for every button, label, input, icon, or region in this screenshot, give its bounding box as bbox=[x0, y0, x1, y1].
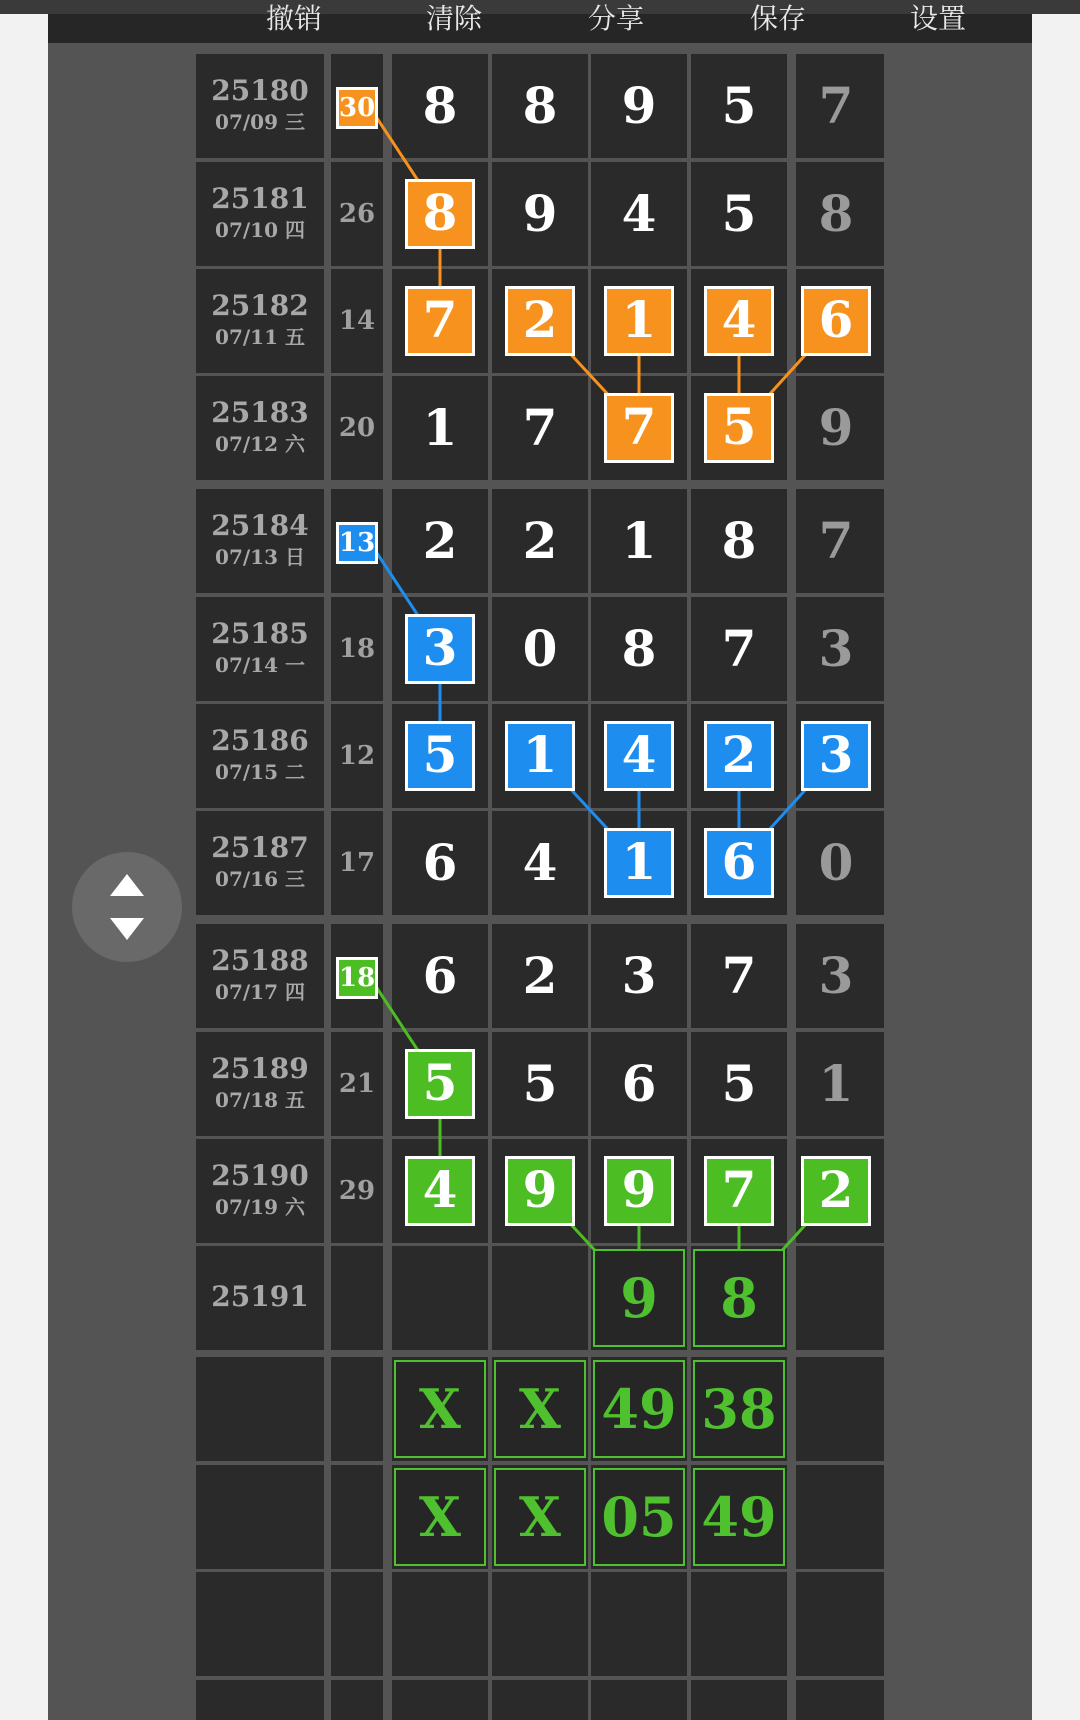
digit: 8 bbox=[422, 76, 458, 135]
highlight-digit: 7 bbox=[604, 393, 674, 463]
digit: 1 bbox=[422, 398, 458, 457]
digit: 2 bbox=[522, 511, 558, 570]
prediction-value: 05 bbox=[593, 1468, 685, 1566]
highlight-digit: 3 bbox=[405, 614, 475, 684]
digit: 6 bbox=[422, 946, 458, 1005]
digit: 5 bbox=[721, 1054, 757, 1113]
digit: 5 bbox=[721, 184, 757, 243]
digit: 9 bbox=[522, 184, 558, 243]
period-label bbox=[196, 182, 324, 244]
period-date: 07/14 一 bbox=[215, 653, 305, 677]
highlight-digit: 1 bbox=[505, 721, 575, 791]
period-number: 25186 bbox=[211, 724, 309, 757]
highlight-digit: 5 bbox=[704, 393, 774, 463]
period-label bbox=[196, 509, 324, 571]
period-number: 25187 bbox=[211, 831, 309, 864]
predicted-digit: 8 bbox=[693, 1249, 785, 1347]
period-number: 25185 bbox=[211, 617, 309, 650]
sum-badge: 30 bbox=[336, 87, 378, 129]
period-number: 25190 bbox=[211, 1159, 309, 1192]
period-number: 25182 bbox=[211, 289, 309, 322]
period-date: 07/17 四 bbox=[215, 980, 305, 1004]
prediction-value: X bbox=[494, 1360, 586, 1458]
sum-value: 12 bbox=[338, 741, 376, 771]
highlight-digit: 2 bbox=[505, 286, 575, 356]
highlight-digit: 4 bbox=[604, 721, 674, 791]
share-button[interactable]: 分享 bbox=[588, 2, 645, 35]
period-date: 07/18 五 bbox=[215, 1088, 305, 1112]
highlight-digit: 4 bbox=[405, 1156, 475, 1226]
prediction-value: X bbox=[494, 1468, 586, 1566]
highlight-digit: 1 bbox=[604, 286, 674, 356]
period-number: 25189 bbox=[211, 1052, 309, 1085]
side-digit: 9 bbox=[818, 398, 854, 457]
highlight-digit: 5 bbox=[405, 1049, 475, 1119]
period-label bbox=[196, 1159, 324, 1221]
scroll-control[interactable] bbox=[72, 852, 182, 962]
period-date: 07/10 四 bbox=[215, 218, 305, 242]
digit: 8 bbox=[721, 511, 757, 570]
highlight-digit: 8 bbox=[405, 179, 475, 249]
settings-button[interactable]: 设置 bbox=[910, 2, 967, 35]
clear-button[interactable]: 清除 bbox=[426, 2, 483, 35]
period-label bbox=[196, 1052, 324, 1114]
save-button[interactable]: 保存 bbox=[750, 2, 807, 35]
prediction-value: X bbox=[394, 1468, 486, 1566]
prediction-value: 49 bbox=[593, 1360, 685, 1458]
highlight-digit: 6 bbox=[704, 828, 774, 898]
highlight-digit: 9 bbox=[505, 1156, 575, 1226]
digit: 9 bbox=[621, 76, 657, 135]
sum-value: 20 bbox=[338, 413, 376, 443]
up-down-arrows-icon bbox=[72, 852, 182, 962]
side-digit: 1 bbox=[818, 1054, 854, 1113]
sum-value: 21 bbox=[338, 1069, 376, 1099]
period-label bbox=[196, 944, 324, 1006]
digit: 3 bbox=[621, 946, 657, 1005]
digit: 4 bbox=[522, 833, 558, 892]
sum-value: 18 bbox=[338, 634, 376, 664]
period-label bbox=[196, 74, 324, 136]
side-digit: 3 bbox=[818, 619, 854, 678]
period-date: 07/16 三 bbox=[215, 867, 305, 891]
highlight-side-digit: 3 bbox=[801, 721, 871, 791]
digit: 8 bbox=[621, 619, 657, 678]
highlight-digit: 2 bbox=[704, 721, 774, 791]
highlight-digit: 7 bbox=[704, 1156, 774, 1226]
digit: 0 bbox=[522, 619, 558, 678]
period-label bbox=[196, 396, 324, 458]
period-number: 25183 bbox=[211, 396, 309, 429]
digit: 7 bbox=[522, 398, 558, 457]
highlight-digit: 7 bbox=[405, 286, 475, 356]
digit: 5 bbox=[721, 76, 757, 135]
digit: 7 bbox=[721, 619, 757, 678]
period-date: 07/13 日 bbox=[215, 545, 305, 569]
period-label bbox=[196, 724, 324, 786]
period-date: 07/11 五 bbox=[215, 325, 305, 349]
period-number: 25181 bbox=[211, 182, 309, 215]
prediction-value: 38 bbox=[693, 1360, 785, 1458]
period-label bbox=[196, 289, 324, 351]
digit: 4 bbox=[621, 184, 657, 243]
predicted-digit: 9 bbox=[593, 1249, 685, 1347]
highlight-digit: 5 bbox=[405, 721, 475, 791]
digit: 6 bbox=[422, 833, 458, 892]
side-digit: 0 bbox=[818, 833, 854, 892]
prediction-value: X bbox=[394, 1360, 486, 1458]
digit: 7 bbox=[721, 946, 757, 1005]
highlight-side-digit: 2 bbox=[801, 1156, 871, 1226]
side-digit: 7 bbox=[818, 511, 854, 570]
digit: 5 bbox=[522, 1054, 558, 1113]
undo-button[interactable]: 撤销 bbox=[266, 2, 323, 35]
prediction-value: 49 bbox=[693, 1468, 785, 1566]
side-digit: 8 bbox=[818, 184, 854, 243]
period-number: 25188 bbox=[211, 944, 309, 977]
digit: 2 bbox=[422, 511, 458, 570]
period-date: 07/15 二 bbox=[215, 760, 305, 784]
sum-value: 17 bbox=[338, 848, 376, 878]
period-label bbox=[196, 617, 324, 679]
digit: 1 bbox=[621, 511, 657, 570]
side-digit: 3 bbox=[818, 946, 854, 1005]
period-number: 25191 bbox=[211, 1280, 309, 1313]
period-date: 07/09 三 bbox=[215, 110, 305, 134]
digit: 2 bbox=[522, 946, 558, 1005]
sum-value: 26 bbox=[338, 199, 376, 229]
period-number: 25184 bbox=[211, 509, 309, 542]
period-label bbox=[196, 1280, 324, 1314]
period-number: 25180 bbox=[211, 74, 309, 107]
highlight-side-digit: 6 bbox=[801, 286, 871, 356]
highlight-digit: 4 bbox=[704, 286, 774, 356]
period-label bbox=[196, 831, 324, 893]
sum-value: 14 bbox=[338, 306, 376, 336]
sum-value: 29 bbox=[338, 1176, 376, 1206]
digit: 8 bbox=[522, 76, 558, 135]
highlight-digit: 9 bbox=[604, 1156, 674, 1226]
sum-badge: 18 bbox=[336, 957, 378, 999]
period-date: 07/19 六 bbox=[215, 1195, 305, 1219]
digit: 6 bbox=[621, 1054, 657, 1113]
highlight-digit: 1 bbox=[604, 828, 674, 898]
sum-badge: 13 bbox=[336, 522, 378, 564]
side-digit: 7 bbox=[818, 76, 854, 135]
period-date: 07/12 六 bbox=[215, 432, 305, 456]
